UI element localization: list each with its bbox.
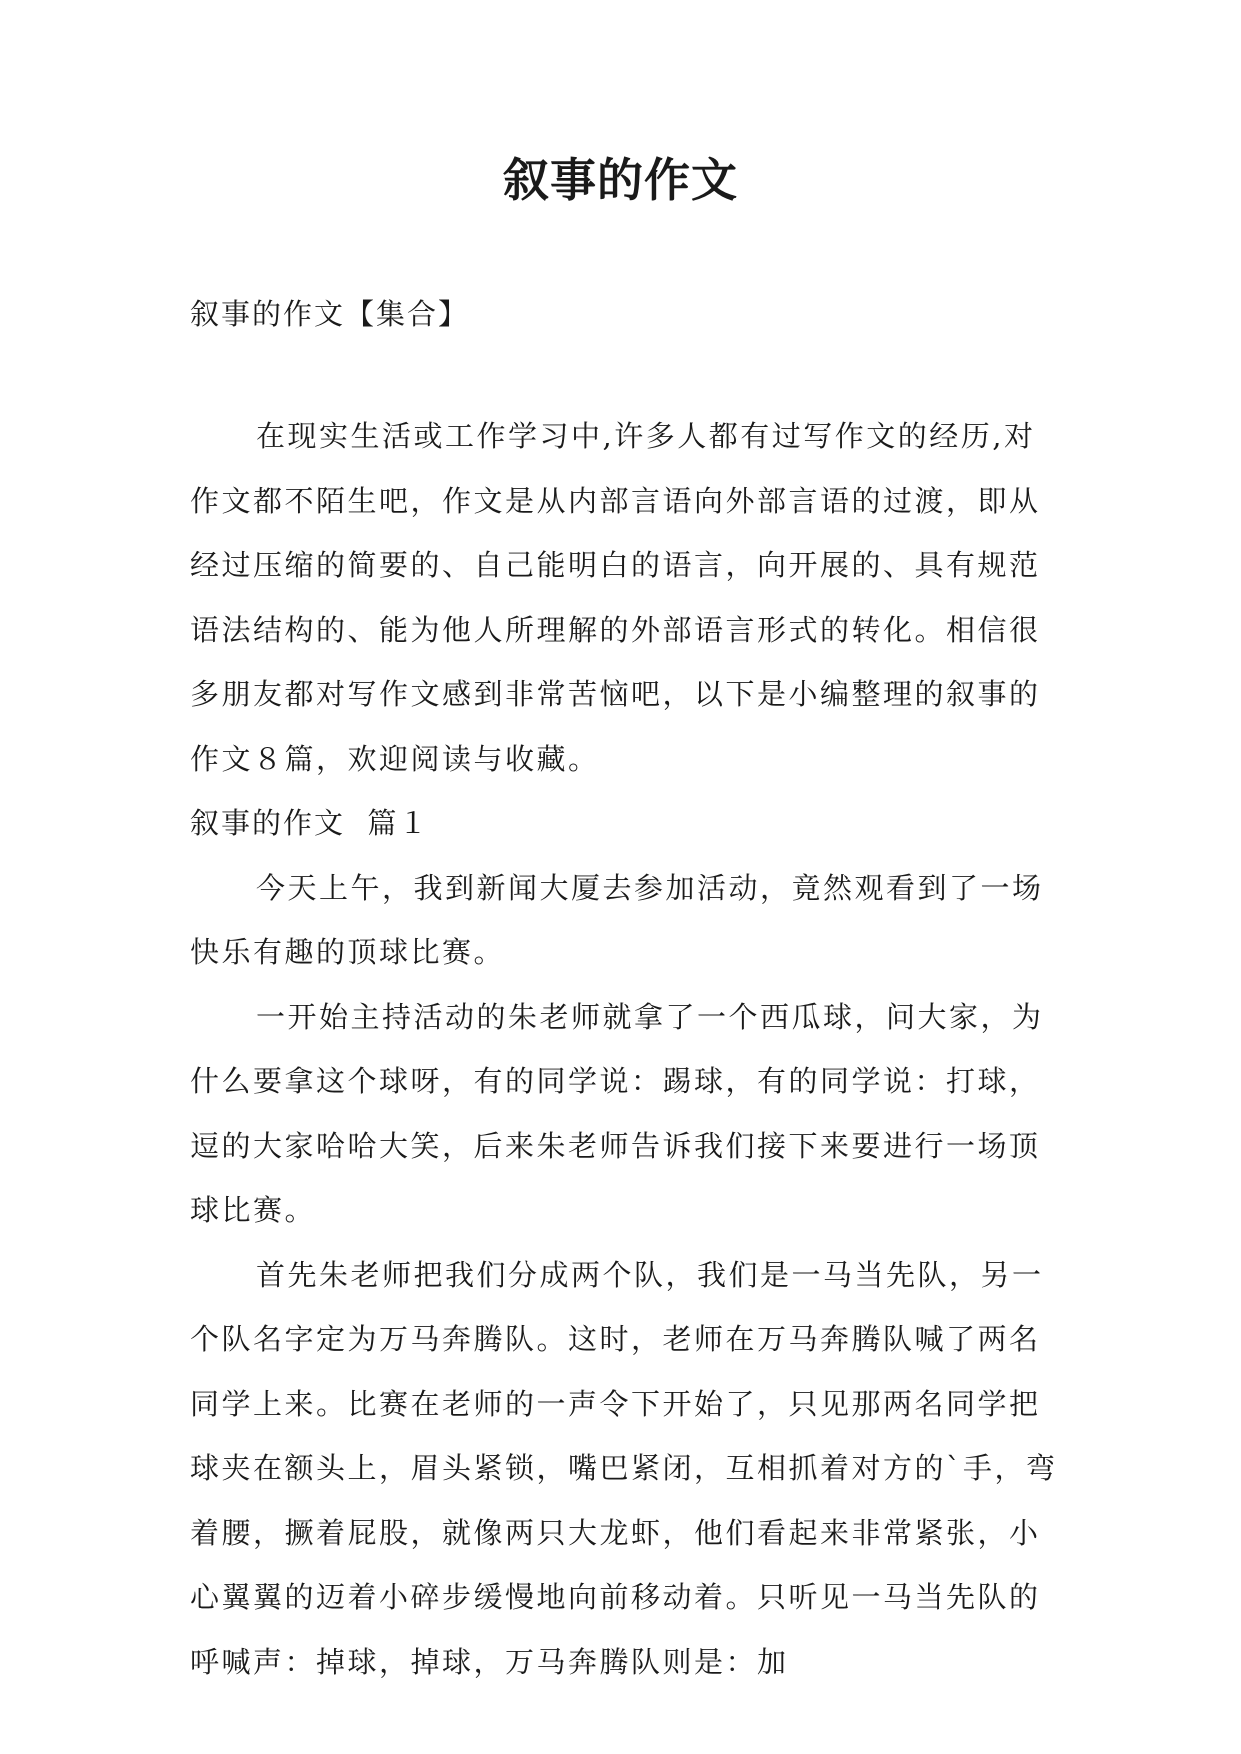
body-paragraph: 首先朱老师把我们分成两个队，我们是一马当先队，另一个队名字定为万马奔腾队。这时，老师在万马奔腾队喊了两名同学上来。比赛在老师的一声令下开始了，只见那两名同学把球夹在额头上，眉头紧锁，嘴巴紧闭，互相抓着对方的`手，弯着腰，撅着屁股，就像两只大龙虾，他们看起来非常紧张，小心翼翼的迈着小碎步缓慢地向前移动着。只听见一马当先队的呼喊声：掉球，掉球，万马奔腾队则是：加	[190, 1257, 1058, 1679]
intro-paragraph: 在现实生活或工作学习中,许多人都有过写作文的经历,对作文都不陌生吧，作文是从内部言语向外部言语的过渡，即从经过压缩的简要的、自己能明白的语言，向开展的、具有规范语法结构的、能为他人所理解的外部语言形式的转化。相信很多朋友都对写作文感到非常苦恼吧，以下是小编整理的叙事的作文８篇，欢迎阅读与收藏。	[190, 419, 1041, 776]
document-title: 叙事的作文	[503, 153, 738, 207]
section-heading: 叙事的作文 篇１	[190, 806, 430, 840]
body-paragraph: 今天上午，我到新闻大厦去参加活动，竟然观看到了一场快乐有趣的顶球比赛。	[190, 870, 1044, 969]
document-subtitle: 叙事的作文【集合】	[190, 297, 470, 331]
document-body	[190, 404, 1060, 1694]
body-paragraph: 一开始主持活动的朱老师就拿了一个西瓜球，问大家，为什么要拿这个球呀，有的同学说：踢球，有的同学说：打球，逗的大家哈哈大笑，后来朱老师告诉我们接下来要进行一场顶球比赛。	[190, 999, 1044, 1227]
